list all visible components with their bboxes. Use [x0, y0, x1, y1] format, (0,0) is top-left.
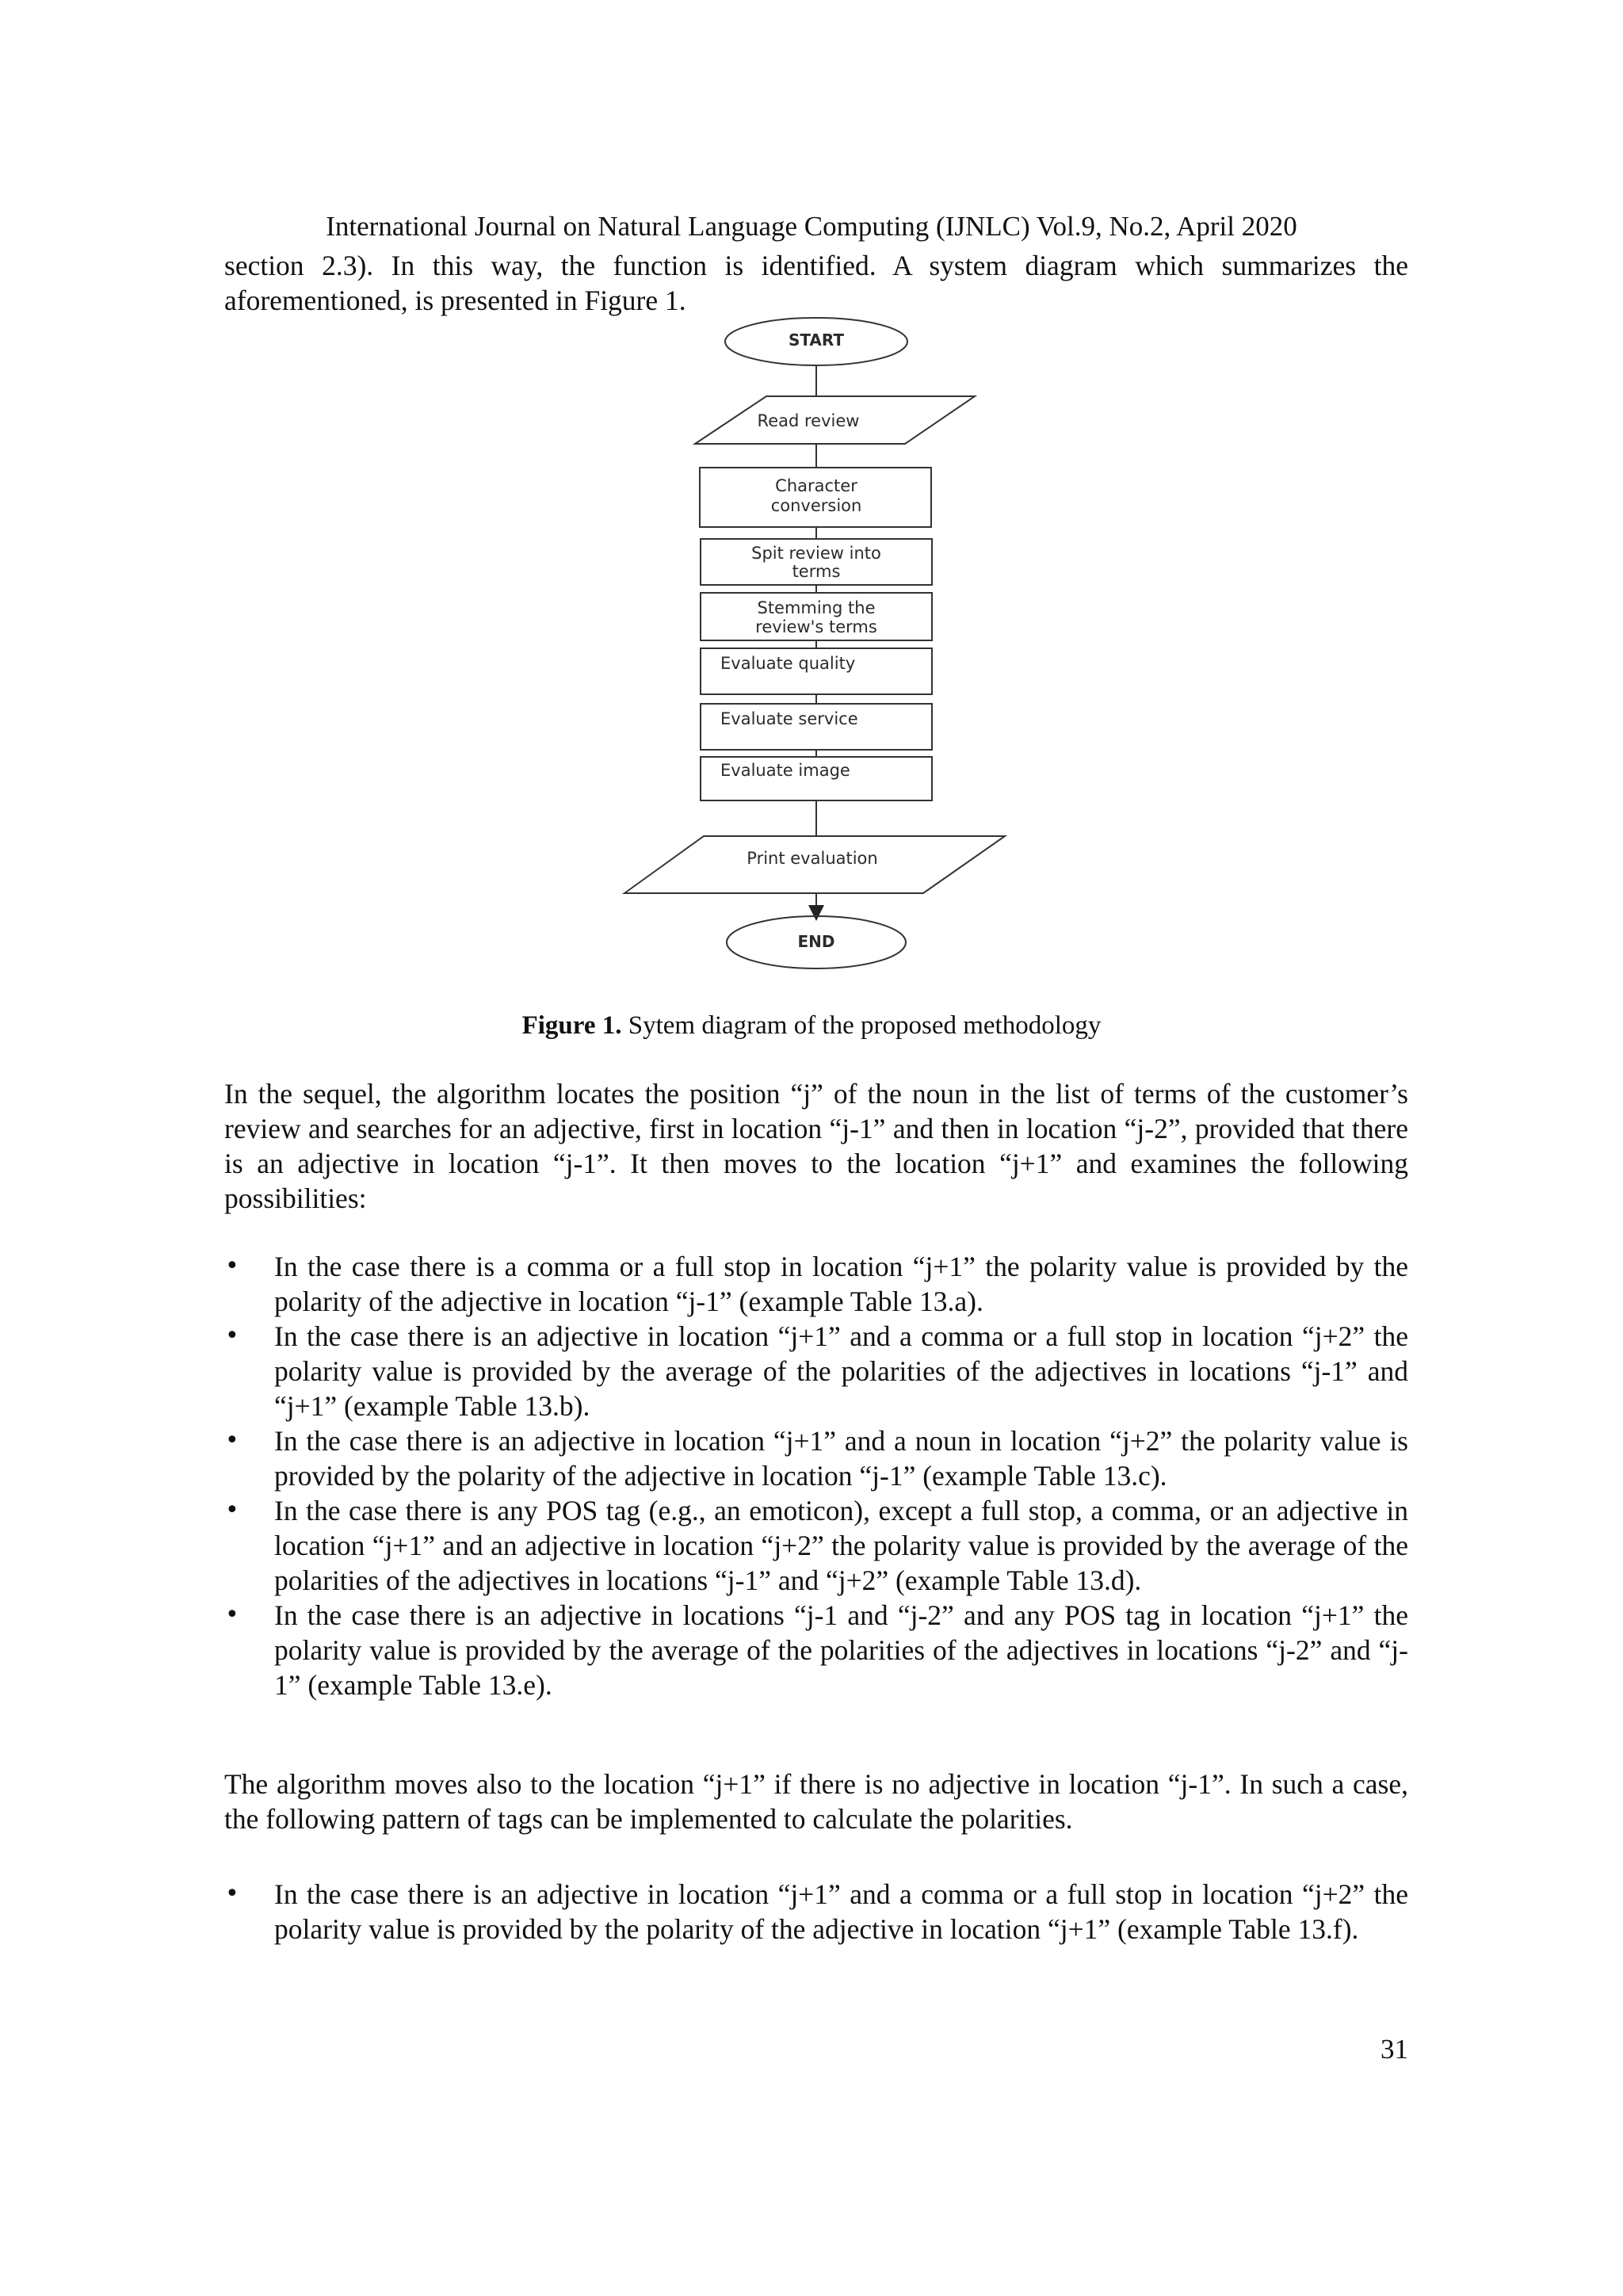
system-flowchart: [614, 317, 1018, 983]
figure-caption: [0, 1010, 1623, 1041]
bullet-icon: •: [225, 1427, 239, 1454]
intro-paragraph: section 2.3). In this way, the function is identified. A system diagram which summarizes the aforementioned, is presented in Figure 1.: [224, 250, 1408, 316]
page-number: 31: [1381, 2034, 1408, 2065]
stemming-label: Stemming the: [757, 598, 876, 617]
read-review-label: Read review: [757, 411, 860, 430]
figure-caption-text: Sytem diagram of the proposed methodology: [628, 1011, 1102, 1040]
bullet-icon: •: [225, 1252, 239, 1280]
paragraph-sequel: In the sequel, the algorithm locates the position “j” of the noun in the list of terms of the customer’s review and searches for an adjective, first in location “j-1” and then in location “j-2”, provided that there is an adjective in location “j-1”. It then moves to the location “j+1” and examines the following possibilities:: [224, 1078, 1408, 1214]
list-item-text: In the case there is an adjective in location “j+1” and a comma or a full stop in location “j+2” the polarity value is provided by the polarity of the adjective in location “j+1” (example Table 13.f).: [274, 1878, 1408, 1945]
character-conversion-label: Character: [775, 476, 857, 495]
list-item-text: In the case there is an adjective in location “j+1” and a comma or a full stop in location “j+2” the polarity value is provided by the average of the polarities of the adjectives in locations “j-1” and “j+1” (example Table 13.b).: [274, 1320, 1408, 1422]
evaluate-quality-label: Evaluate quality: [720, 654, 856, 673]
character-conversion-label: conversion: [770, 496, 862, 515]
list-item: [224, 1598, 1408, 1702]
journal-header: International Journal on Natural Language Computing (IJNLC) Vol.9, No.2, April 2020: [326, 211, 1297, 242]
list-item-text: In the case there is any POS tag (e.g., an emoticon), except a full stop, a comma, or an adjective in location “j+1” and an adjective in location “j+2” the polarity value is provided by the average of the polarities of the adjectives in locations “j-1” and “j+2” (example Table 13.d).: [274, 1495, 1408, 1596]
bullet-list-patterns: [224, 1877, 1408, 1946]
bullet-list-possibilities: [224, 1249, 1408, 1702]
bullet-icon: •: [225, 1322, 239, 1350]
evaluate-image-label: Evaluate image: [720, 761, 850, 780]
end-label: END: [797, 932, 835, 951]
list-item-text: In the case there is an adjective in location “j+1” and a noun in location “j+2” the polarity value is provided by the polarity of the adjective in location “j-1” (example Table 13.c).: [274, 1425, 1408, 1492]
list-item: [224, 1493, 1408, 1598]
bullet-icon: •: [225, 1496, 239, 1524]
list-item: [224, 1249, 1408, 1319]
start-label: START: [788, 330, 845, 350]
bullet-icon: •: [225, 1880, 239, 1908]
split-review-label: terms: [792, 562, 841, 581]
paragraph-no-adjective: The algorithm moves also to the location “j+1” if there is no adjective in location “j-1”. In such a case, the following pattern of tags can be implemented to calculate the polarities.: [224, 1768, 1408, 1835]
list-item-text: In the case there is a comma or a full stop in location “j+1” the polarity value is provided by the polarity of the adjective in location “j-1” (example Table 13.a).: [274, 1251, 1408, 1317]
figure-caption-label: Figure 1.: [521, 1011, 622, 1040]
stemming-label: review's terms: [755, 617, 877, 636]
list-item-text: In the case there is an adjective in locations “j-1 and “j-2” and any POS tag in location “j+1” the polarity value is provided by the average of the polarities of the adjectives in locations “j-2” and “j-1” (example Table 13.e).: [274, 1599, 1408, 1701]
list-item: [224, 1423, 1408, 1493]
bullet-icon: •: [225, 1601, 239, 1629]
evaluate-service-label: Evaluate service: [720, 709, 858, 728]
list-item: [224, 1877, 1408, 1946]
print-evaluation-label: Print evaluation: [747, 849, 878, 868]
split-review-label: Spit review into: [751, 544, 881, 563]
list-item: [224, 1319, 1408, 1423]
